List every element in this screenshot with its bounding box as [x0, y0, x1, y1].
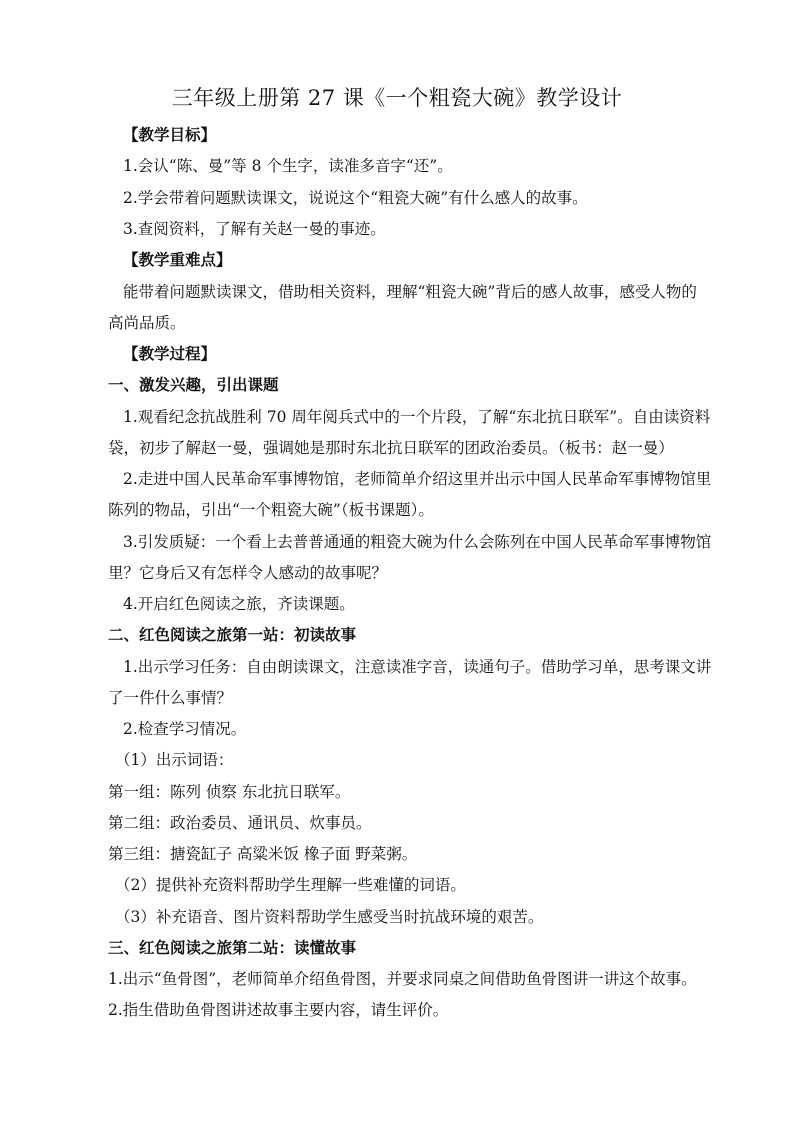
section-1-item-1-line-1: 1.观看纪念抗战胜利 70 周年阅兵式中的一个片段，了解“东北抗日联军”。自由读资料 — [123, 408, 711, 426]
section-2-item-1-line-2: 了一件什么事情？ — [108, 689, 233, 707]
section-3-item-2: 2.指生借助鱼骨图讲述故事主要内容，请生评价。 — [108, 1001, 449, 1019]
section-2-heading: 二、红色阅读之旅第一站：初读故事 — [108, 625, 357, 644]
section-2-item-1-line-1: 1.出示学习任务：自由朗读课文，注意读准字音，读通句子。借助学习单，思考课文讲 — [123, 658, 712, 676]
section-2-item-2: 2.检查学习情况。 — [123, 720, 247, 738]
section-2-subitem-1: （1）出示词语： — [115, 751, 234, 769]
key-point-paragraph-line-1: 能带着问题默读课文，借助相关资料，理解“粗瓷大碗”背后的感人故事，感受人物的 — [123, 283, 697, 301]
section-1-heading: 一、激发兴趣，引出课题 — [108, 375, 279, 394]
heading-teaching-goals: 【教学目标】 — [123, 125, 217, 144]
word-group-2: 第二组：政治委员、通讯员、炊事员。 — [108, 814, 372, 832]
word-group-3: 第三组：搪瓷缸子 高粱米饭 橡子面 野菜粥。 — [108, 845, 418, 863]
goal-item-1: 1.会认“陈、曼”等 8 个生字，读准多音字“还”。 — [123, 157, 453, 175]
document-title: 三年级上册第 27 课《一个粗瓷大碗》教学设计 — [171, 86, 623, 110]
section-3-heading: 三、红色阅读之旅第二站：读懂故事 — [108, 938, 357, 957]
section-2-subitem-2: （2）提供补充资料帮助学生理解一些难懂的词语。 — [115, 876, 466, 894]
goal-item-3: 3.查阅资料，了解有关赵一曼的事迹。 — [123, 220, 386, 238]
word-group-1: 第一组：陈列 侦察 东北抗日联军。 — [108, 783, 351, 801]
section-3-item-1: 1.出示“鱼骨图”，老师简单介绍鱼骨图，并要求同桌之间借助鱼骨图讲一讲这个故事。 — [108, 970, 697, 988]
heading-teaching-process: 【教学过程】 — [123, 344, 217, 363]
section-1-item-4: 4.开启红色阅读之旅，齐读课题。 — [123, 595, 355, 613]
section-2-subitem-3: （3）补充语音、图片资料帮助学生感受当时抗战环境的艰苦。 — [115, 908, 544, 926]
goal-item-2: 2.学会带着问题默读课文，说说这个“粗瓷大碗”有什么感人的故事。 — [123, 189, 588, 207]
section-1-item-2-line-2: 陈列的物品，引出“一个粗瓷大碗”（板书课题）。 — [108, 501, 434, 519]
heading-key-difficult-points: 【教学重难点】 — [123, 250, 232, 269]
section-1-item-2-line-1: 2.走进中国人民革命军事博物馆，老师简单介绍这里并出示中国人民革命军事博物馆里 — [123, 470, 712, 488]
section-1-item-3-line-1: 3.引发质疑：一个看上去普普通通的粗瓷大碗为什么会陈列在中国人民革命军事博物馆 — [123, 533, 712, 551]
section-1-item-3-line-2: 里？它身后又有怎样令人感动的故事呢？ — [108, 564, 388, 582]
key-point-paragraph-line-2: 高尚品质。 — [108, 314, 186, 332]
section-1-item-1-line-2: 袋，初步了解赵一曼，强调她是那时东北抗日联军的团政治委员。（板书：赵一曼） — [108, 439, 674, 457]
